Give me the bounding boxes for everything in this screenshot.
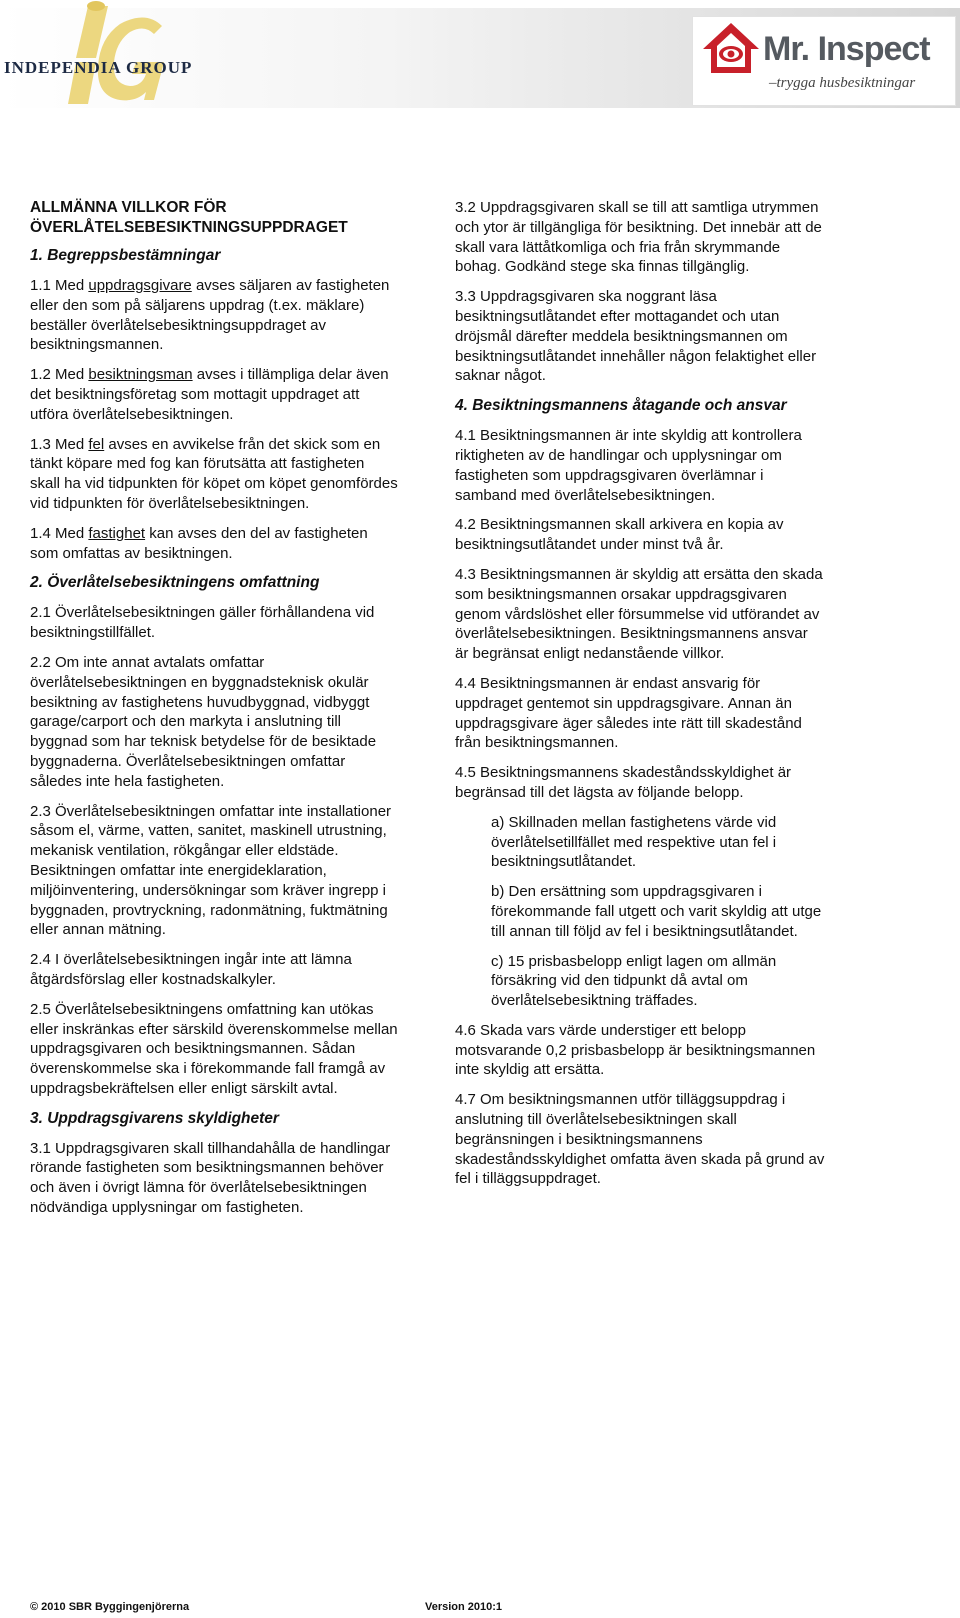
left-column	[30, 198, 398, 1228]
mr-inspect-wordmark: Mr. Inspect	[763, 30, 930, 68]
clause-3-2: 3.2 Uppdragsgivaren skall se till att samtliga utrymmen och ytor är tillgängliga för besiktning. Det innebär att de skall vara lättåtkomliga och fria från skrymmande bohag. Godkänd stege ska finnas tillgänglig.	[455, 199, 822, 276]
term-uppdragsgivare: uppdragsgivare	[88, 277, 192, 294]
term-fastighet: fastighet	[88, 524, 146, 542]
house-eye-icon	[701, 21, 761, 75]
right-column	[455, 198, 825, 1199]
section-4-heading: 4. Besiktningsmannens åtagande och ansvar	[455, 397, 787, 415]
clause-1-3: 1.3 Med fel avses en avvikelse från det skick som en tänkt köpare med fog kan förutsätta att fastigheten skall ha vid tidpunkten för köpet om köpet genomfördes vid tidpunkten för överlåtelsebesiktningen.	[30, 435, 398, 512]
independia-group-wordmark: INDEPENDIA GROUP	[4, 58, 193, 77]
clause-4-5-a: a) Skillnaden mellan fastighetens värde vid överlåtelsetillfället med respektive utan fel i besiktningsutlåtandet.	[491, 813, 777, 871]
clause-1-2: 1.2 Med besiktningsman avses i tillämpliga delar även det besiktningsföretag som mottagit uppdraget att utföra överlåtelsebesiktningen.	[30, 366, 389, 423]
clause-4-7: 4.7 Om besiktningsmannen utför tilläggsuppdrag i anslutning till överlåtelsebesiktningen skall begränsningen i besiktningsmannens skadeståndsskyldighet omfatta även skada på grund av fel i tilläggsuppdraget.	[455, 1091, 825, 1188]
mr-inspect-tagline: –trygga husbesiktningar	[769, 75, 916, 91]
clause-4-5: 4.5 Besiktningsmannens skadeståndsskyldighet är begränsad till det lägsta av följande belopp.	[455, 764, 792, 801]
clause-4-1: 4.1 Besiktningsmannen är inte skyldig att kontrollera riktigheten av de handlingar och upplysningar om fastigheten som uppdragsgivaren överlämnar i samband med överlåtelsebesiktningen.	[455, 427, 802, 504]
footer-version: Version 2010:1	[425, 1601, 503, 1613]
title-line-1: ALLMÄNNA VILLKOR FÖR	[30, 199, 227, 216]
clause-4-3: 4.3 Besiktningsmannen är skyldig att ersätta den skada som besiktningsmannen orsakar uppdragsgivaren genom vårdslöshet eller försummelse vid utförandet av överlåtelsebesiktningen. Besiktningsmannens ansvar är begränsat enligt nedanstående villkor.	[455, 565, 823, 663]
clause-4-5-b: b) Den ersättning som uppdragsgivaren i förekommande fall utgett och varit skyldig att utge till annan till följd av fel i besiktningsutlåtandet.	[491, 883, 822, 940]
footer-copyright: © 2010 SBR Byggingenjörerna	[30, 1601, 190, 1613]
section-2-heading: 2. Överlåtelsebesiktningens omfattning	[30, 574, 320, 592]
clause-2-3: 2.3 Överlåtelsebesiktningen omfattar inte installationer såsom el, värme, vatten, sanitet, maskinell utrustning, mekanisk ventilation, rökgångar eller eldstäde. Besiktningen omfattar inte energideklaration, miljöinventering, undersökningar som kräver ingrepp i byggnaden, provtryckning, radonmätning, fuktmätning eller annan mätning.	[30, 802, 392, 939]
title-line-2: ÖVERLÅTELSEBESIKTNINGSUPPDRAGET	[30, 219, 348, 236]
clause-3-1: 3.1 Uppdragsgivaren skall tillhandahålla de handlingar rörande fastigheten som besiktningsmannen behöver och även i övrigt lämna för överlåtelsebesiktningen nödvändiga upplysningar om fastigheten.	[30, 1139, 391, 1217]
clause-2-2: 2.2 Om inte annat avtalats omfattar överlåtelsebesiktningen en byggnadsteknisk okulär besiktning av fastighetens huvudbyggnad, vidbyggt garage/carport och den markyta i anslutning till byggnad som har teknisk betydelse för de besiktade byggnaderna. Överlåtelsebesiktningen omfattar således inte hela fastigheten.	[30, 653, 377, 790]
clause-2-4: 2.4 I överlåtelsebesiktningen ingår inte att lämna åtgärdsförslag eller kostnadskalkyler.	[30, 951, 352, 988]
clause-1-1: 1.1 Med uppdragsgivare avses säljaren av fastigheten eller den som på säljarens uppdrag (t.ex. mäklare) beställer överlåtelsebesiktningsuppdraget av besiktningsmannen.	[30, 277, 390, 354]
clause-4-4: 4.4 Besiktningsmannen är endast ansvarig för uppdraget gentemot sin uppdragsgivare. Annan än uppdragsgivare äger således inte rätt till skadestånd från besiktningsmannen.	[455, 674, 802, 752]
section-3-heading: 3. Uppdragsgivarens skyldigheter	[30, 1109, 279, 1127]
clause-1-4: 1.4 Med fastighet kan avses den del av fastigheten som omfattas av besiktningen.	[30, 524, 368, 562]
clause-4-5-c: c) 15 prisbasbelopp enligt lagen om allmän försäkring vid den tidpunkt då avtal om överlåtelsebesiktning träffades.	[491, 952, 777, 1010]
clause-4-2: 4.2 Besiktningsmannen skall arkivera en kopia av besiktningsutlåtandet under minst två år.	[455, 516, 784, 554]
term-fel: fel	[88, 435, 105, 453]
clause-2-1: 2.1 Överlåtelsebesiktningen gäller förhållandena vid besiktningstillfället.	[30, 604, 375, 642]
independia-group-logo	[0, 0, 210, 112]
ig-monogram-icon	[50, 0, 168, 112]
term-besiktningsman: besiktningsman	[88, 366, 193, 384]
clause-3-3: 3.3 Uppdragsgivaren ska noggrant läsa besiktningsutlåtandet efter mottagandet och utan dröjsmål därefter meddela besiktningsmannen om besiktningsutlåtandet innehåller någon felaktighet eller saknar något.	[455, 288, 817, 385]
document-title	[30, 198, 398, 238]
mr-inspect-logo	[692, 16, 956, 106]
page-header	[0, 0, 960, 112]
clause-4-6: 4.6 Skada vars värde understiger ett belopp motsvarande 0,2 prisbasbelopp är besiktningsmannen inte skyldig att ersätta.	[455, 1021, 816, 1079]
clause-2-5: 2.5 Överlåtelsebesiktningens omfattning kan utökas eller inskränkas efter särskild överenskommelse mellan uppdragsgivaren och besiktningsmannen. Sådan överenskommelse ska i förekommande fall framgå av uppdragsbekräftelsen eller enligt särskilt avtal.	[30, 1000, 398, 1097]
section-1-heading: 1. Begreppsbestämningar	[30, 247, 221, 264]
